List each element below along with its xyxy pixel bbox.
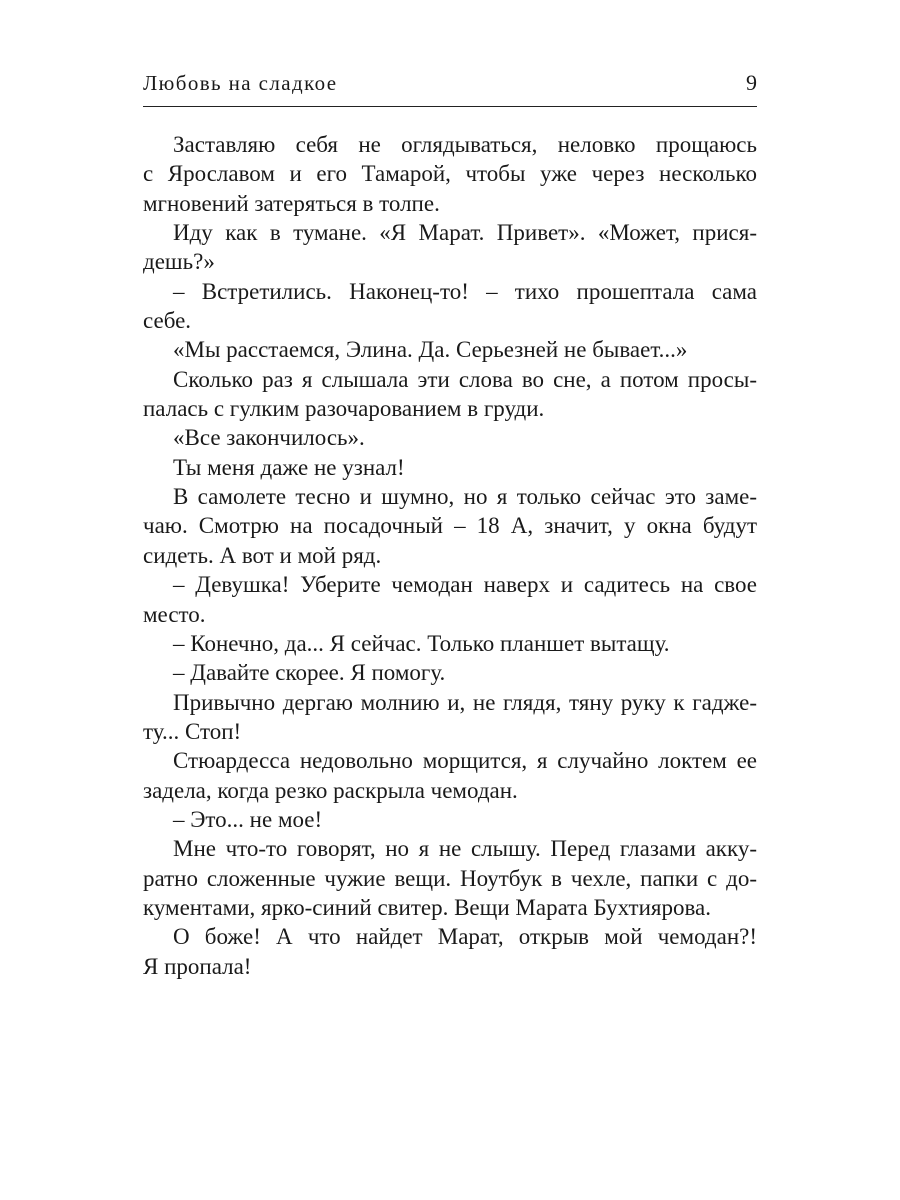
text-line: – Давайте скорее. Я помогу. bbox=[173, 660, 446, 686]
text-line: Стюардесса недовольно морщится, я случайно локтем ее bbox=[173, 748, 757, 774]
text-line: место. bbox=[143, 601, 206, 627]
text-line: задела, когда резко раскрыла чемодан. bbox=[143, 777, 518, 803]
text-line: – Встретились. Наконец-то! – тихо прошептала сама bbox=[173, 278, 757, 304]
body-text bbox=[143, 130, 757, 981]
text-line: Ты меня даже не узнал! bbox=[173, 454, 405, 480]
text-line: – Девушка! Уберите чемодан наверх и садитесь на свое bbox=[173, 572, 757, 598]
text-line: ту... Стоп! bbox=[143, 718, 242, 744]
text-line: Мне что-то говорят, но я не слышу. Перед глазами акку- bbox=[173, 836, 757, 862]
page-number: 9 bbox=[746, 70, 757, 95]
text-line: палась с гулким разочарованием в груди. bbox=[143, 396, 545, 422]
text-line: ратно сложенные чужие вещи. Ноутбук в чехле, папки с до- bbox=[143, 865, 757, 891]
text-line: «Мы расстаемся, Элина. Да. Серьезней не бывает...» bbox=[173, 337, 688, 363]
text-line: Иду как в тумане. «Я Марат. Привет». «Может, прися- bbox=[173, 220, 757, 246]
text-line: – Это... не мое! bbox=[173, 806, 323, 832]
text-line: «Все закончилось». bbox=[173, 425, 365, 451]
text-line: сидеть. А вот и мой ряд. bbox=[143, 542, 382, 568]
text-line: себе. bbox=[143, 308, 192, 334]
text-line: дешь?» bbox=[143, 249, 215, 275]
text-line: – Конечно, да... Я сейчас. Только планшет вытащу. bbox=[173, 630, 670, 656]
text-line: Сколько раз я слышала эти слова во сне, а потом просы- bbox=[173, 366, 757, 392]
book-title: Любовь на сладкое bbox=[143, 71, 338, 95]
text-line: кументами, ярко-синий свитер. Вещи Марата Бухтиярова. bbox=[143, 894, 711, 920]
text-line: В самолете тесно и шумно, но я только сейчас это заме- bbox=[173, 484, 757, 510]
text-line: Привычно дергаю молнию и, не глядя, тяну руку к гадже- bbox=[173, 689, 757, 715]
text-line: Я пропала! bbox=[143, 953, 252, 979]
text-line: с Ярославом и его Тамарой, чтобы уже через несколько bbox=[143, 161, 757, 187]
text-line: О боже! А что найдет Марат, открыв мой чемодан?! bbox=[173, 924, 757, 950]
text-line: Заставляю себя не оглядываться, неловко прощаюсь bbox=[173, 132, 757, 157]
text-line: чаю. Смотрю на посадочный – 18 А, значит, у окна будут bbox=[143, 513, 757, 539]
running-header bbox=[143, 66, 757, 107]
text-line: мгновений затеряться в толпе. bbox=[143, 190, 440, 216]
